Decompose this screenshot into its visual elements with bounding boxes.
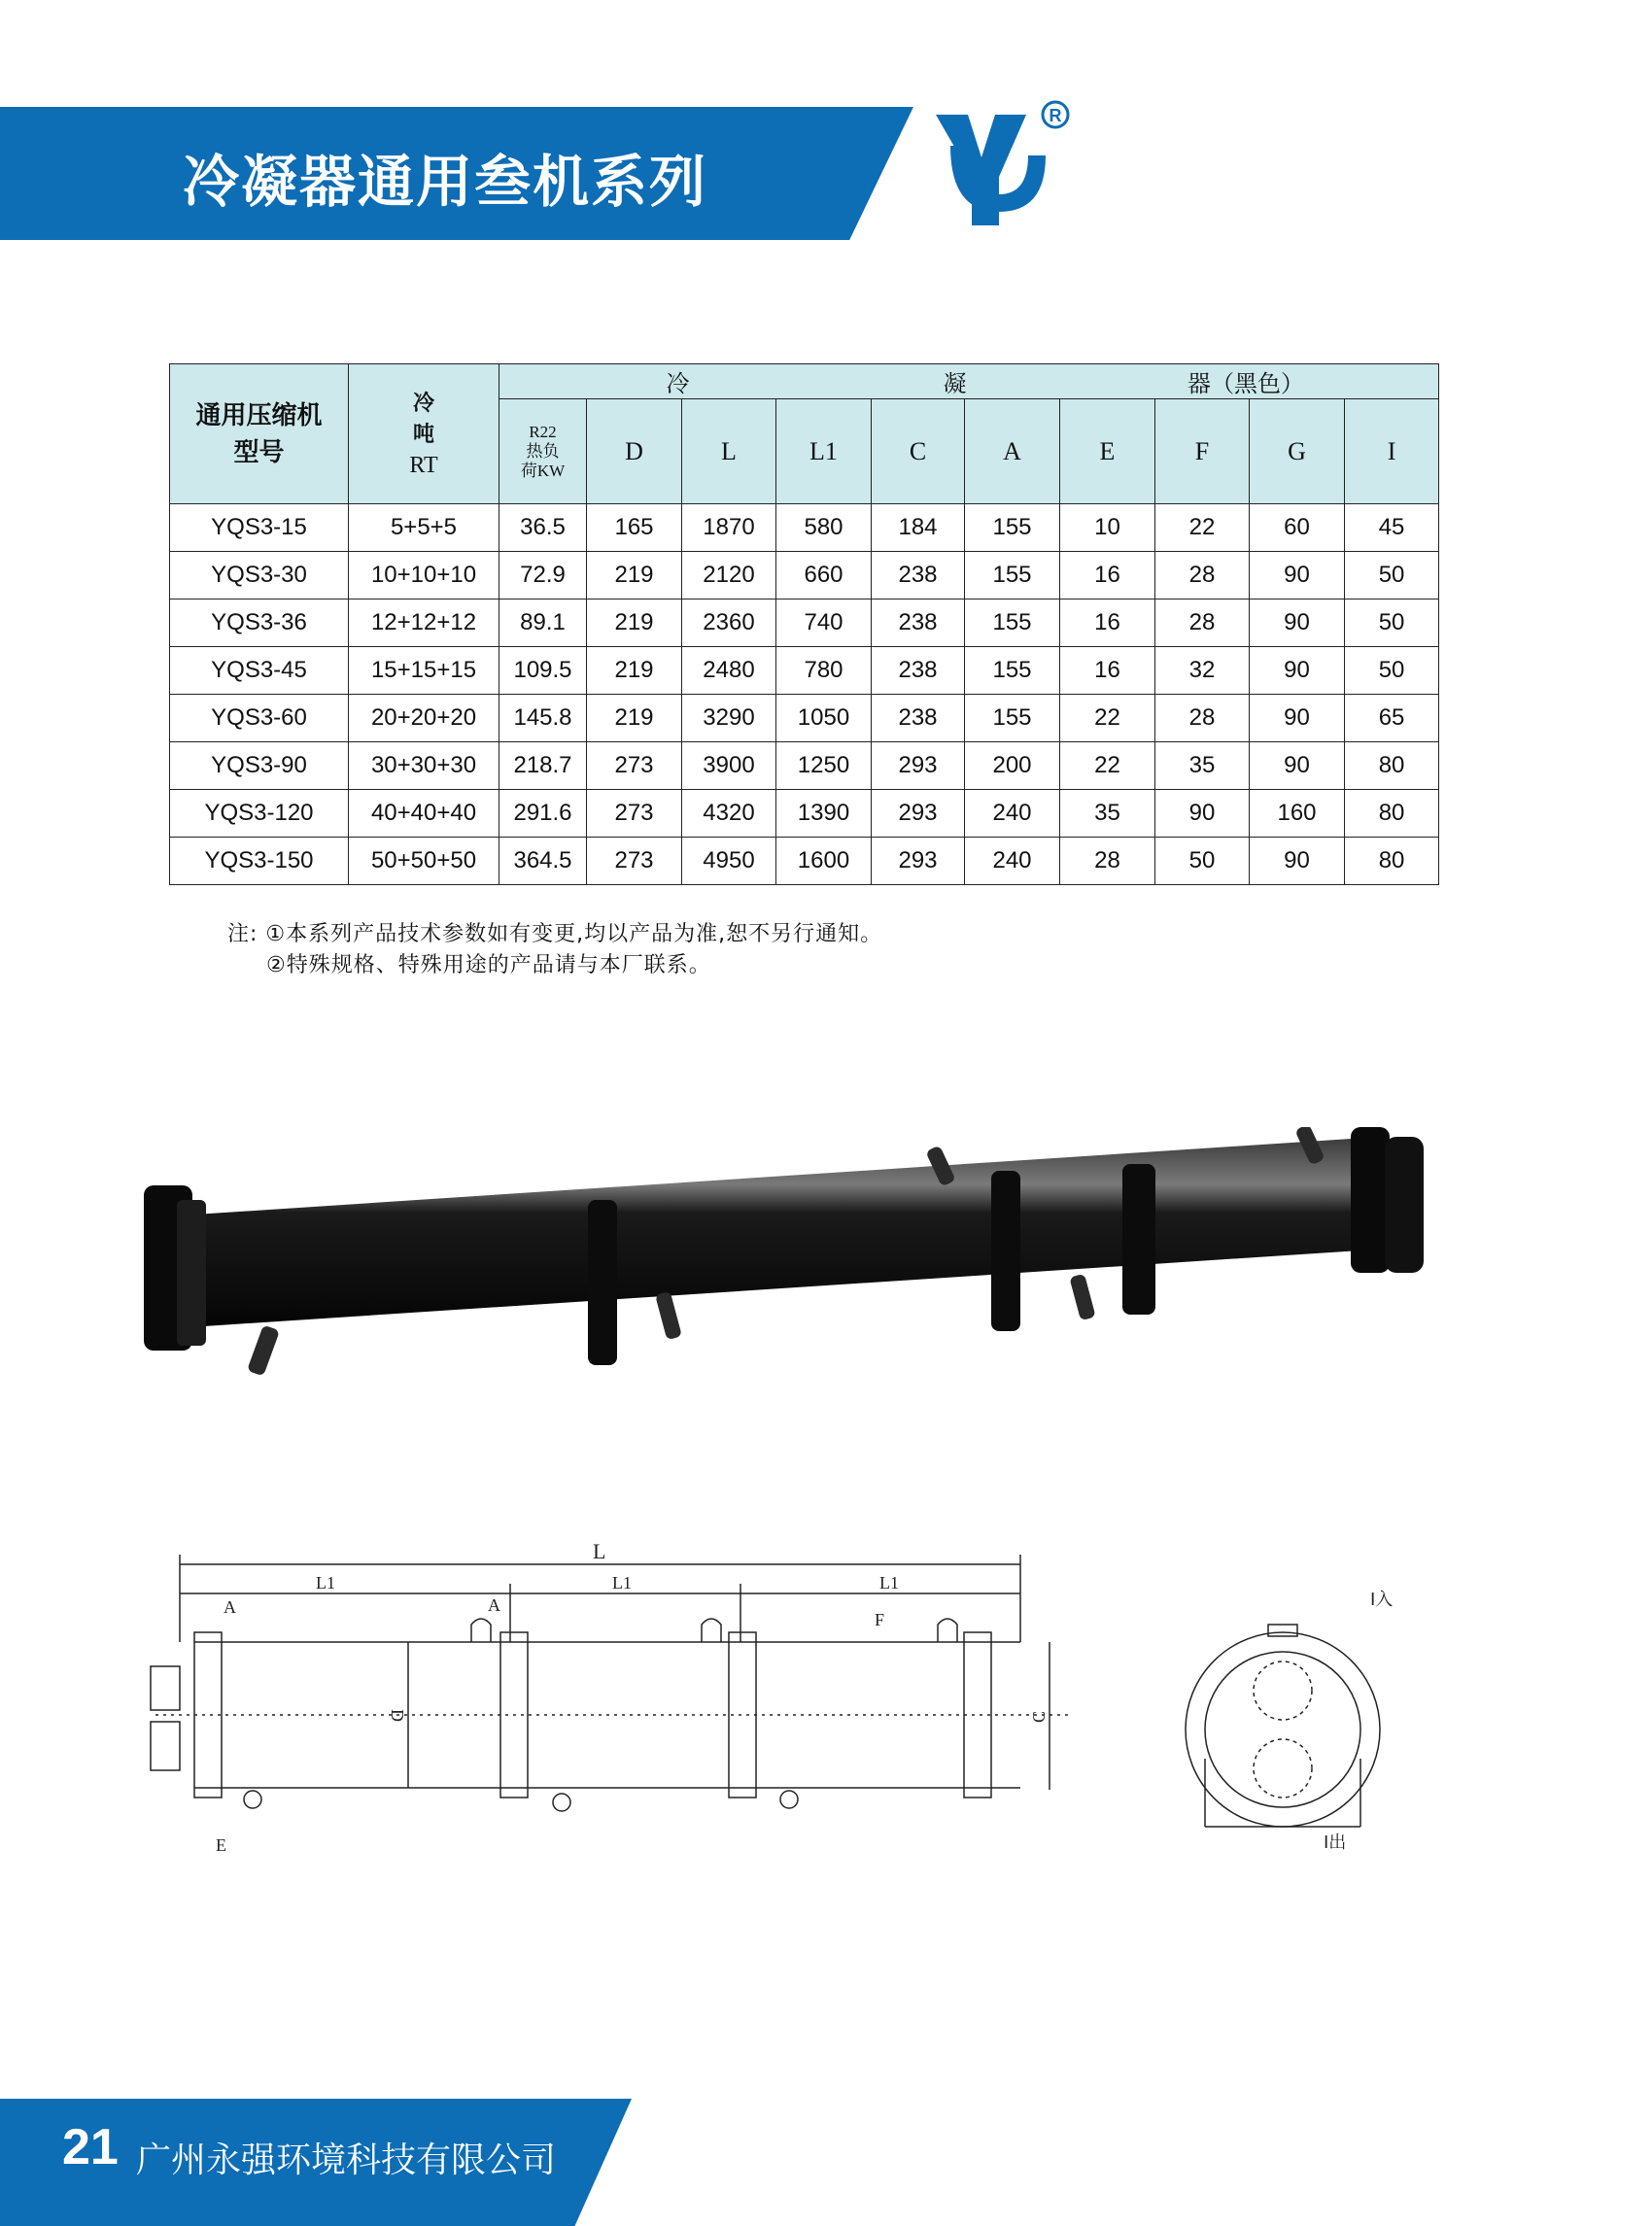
header-dim-A: A bbox=[965, 399, 1060, 504]
table-cell: YQS3-30 bbox=[170, 552, 349, 599]
label-L1-1: L1 bbox=[316, 1573, 335, 1592]
table-cell: 780 bbox=[776, 647, 872, 695]
label-outlet: I出 bbox=[1324, 1832, 1347, 1853]
table-cell: 109.5 bbox=[499, 647, 587, 695]
table-cell: 219 bbox=[587, 695, 682, 742]
table-cell: YQS3-150 bbox=[170, 838, 349, 885]
table-cell: 90 bbox=[1250, 742, 1345, 790]
table-cell: 40+40+40 bbox=[349, 790, 499, 838]
table-cell: YQS3-120 bbox=[170, 790, 349, 838]
table-cell: 45 bbox=[1345, 504, 1439, 552]
header-rt: 冷 吨 RT bbox=[349, 364, 499, 504]
table-cell: 240 bbox=[965, 790, 1060, 838]
table-cell: 16 bbox=[1060, 647, 1155, 695]
table-cell: 60 bbox=[1250, 504, 1345, 552]
svg-text:R: R bbox=[1049, 106, 1062, 125]
table-cell: 1600 bbox=[776, 838, 872, 885]
table-cell: 155 bbox=[965, 695, 1060, 742]
table-cell: YQS3-90 bbox=[170, 742, 349, 790]
table-cell: 16 bbox=[1060, 599, 1155, 647]
dimension-drawing bbox=[136, 1535, 1108, 1885]
brand-logo-icon bbox=[931, 97, 1077, 243]
table-row bbox=[170, 742, 1439, 790]
table-cell: 36.5 bbox=[499, 504, 587, 552]
table-cell: 145.8 bbox=[499, 695, 587, 742]
table-cell: 30+30+30 bbox=[349, 742, 499, 790]
table-cell: 3900 bbox=[682, 742, 776, 790]
table-cell: 90 bbox=[1250, 552, 1345, 599]
table-cell: 218.7 bbox=[499, 742, 587, 790]
table-cell: 50 bbox=[1345, 599, 1439, 647]
table-cell: 238 bbox=[872, 599, 965, 647]
header-dim-L1: L1 bbox=[776, 399, 872, 504]
label-L1-2: L1 bbox=[612, 1573, 632, 1592]
table-cell: 28 bbox=[1155, 695, 1250, 742]
table-cell: 22 bbox=[1060, 695, 1155, 742]
table-cell: 5+5+5 bbox=[349, 504, 499, 552]
table-cell: 50 bbox=[1345, 647, 1439, 695]
table-cell: 4950 bbox=[682, 838, 776, 885]
table-cell: 1050 bbox=[776, 695, 872, 742]
table-row bbox=[170, 838, 1439, 885]
table-cell: 238 bbox=[872, 552, 965, 599]
header-dim-E: E bbox=[1060, 399, 1155, 504]
table-cell: 10 bbox=[1060, 504, 1155, 552]
table-cell: 80 bbox=[1345, 838, 1439, 885]
table-cell: YQS3-15 bbox=[170, 504, 349, 552]
table-cell: 90 bbox=[1250, 838, 1345, 885]
notes bbox=[227, 919, 882, 981]
table-cell: 90 bbox=[1155, 790, 1250, 838]
header-dim-I: I bbox=[1345, 399, 1439, 504]
table-cell: 1250 bbox=[776, 742, 872, 790]
table-cell: 22 bbox=[1155, 504, 1250, 552]
end-view-drawing bbox=[1156, 1584, 1438, 1885]
table-cell: 1870 bbox=[682, 504, 776, 552]
table-cell: 238 bbox=[872, 647, 965, 695]
table-cell: YQS3-60 bbox=[170, 695, 349, 742]
table-cell: 28 bbox=[1060, 838, 1155, 885]
table-cell: 580 bbox=[776, 504, 872, 552]
table-cell: 293 bbox=[872, 838, 965, 885]
header-condenser-group: 冷 凝 器（黑色） bbox=[499, 364, 1439, 399]
label-L: L bbox=[593, 1539, 606, 1563]
table-cell: 2360 bbox=[682, 599, 776, 647]
table-cell: 273 bbox=[587, 742, 682, 790]
table-cell: 80 bbox=[1345, 790, 1439, 838]
header-heat-load: R22 热负 荷KW bbox=[499, 399, 587, 504]
table-cell: 50+50+50 bbox=[349, 838, 499, 885]
header-dim-F: F bbox=[1155, 399, 1250, 504]
table-cell: 72.9 bbox=[499, 552, 587, 599]
table-cell: 2120 bbox=[682, 552, 776, 599]
table-row bbox=[170, 552, 1439, 599]
spec-table bbox=[169, 363, 1439, 885]
table-cell: 50 bbox=[1155, 838, 1250, 885]
condenser-photo bbox=[136, 1127, 1448, 1419]
table-cell: 364.5 bbox=[499, 838, 587, 885]
label-D: D bbox=[388, 1709, 407, 1722]
table-cell: 2480 bbox=[682, 647, 776, 695]
table-cell: 90 bbox=[1250, 695, 1345, 742]
note-2: ②特殊规格、特殊用途的产品请与本厂联系。 bbox=[266, 953, 711, 977]
table-cell: 155 bbox=[965, 647, 1060, 695]
table-row bbox=[170, 504, 1439, 552]
table-cell: 184 bbox=[872, 504, 965, 552]
table-cell: 10+10+10 bbox=[349, 552, 499, 599]
label-F: F bbox=[875, 1610, 885, 1629]
table-cell: 90 bbox=[1250, 647, 1345, 695]
table-cell: 165 bbox=[587, 504, 682, 552]
table-cell: 200 bbox=[965, 742, 1060, 790]
table-cell: 293 bbox=[872, 790, 965, 838]
table-row bbox=[170, 647, 1439, 695]
table-cell: 32 bbox=[1155, 647, 1250, 695]
table-cell: 3290 bbox=[682, 695, 776, 742]
table-cell: 273 bbox=[587, 838, 682, 885]
table-cell: 740 bbox=[776, 599, 872, 647]
label-L1-3: L1 bbox=[879, 1573, 899, 1592]
table-cell: 155 bbox=[965, 504, 1060, 552]
table-cell: 35 bbox=[1060, 790, 1155, 838]
header-dim-L: L bbox=[682, 399, 776, 504]
header-dim-G: G bbox=[1250, 399, 1345, 504]
table-row bbox=[170, 695, 1439, 742]
table-cell: 15+15+15 bbox=[349, 647, 499, 695]
table-cell: 90 bbox=[1250, 599, 1345, 647]
table-cell: 89.1 bbox=[499, 599, 587, 647]
table-cell: 1390 bbox=[776, 790, 872, 838]
page-title: 冷凝器通用叁机系列 bbox=[183, 149, 708, 215]
table-cell: 35 bbox=[1155, 742, 1250, 790]
table-cell: 50 bbox=[1345, 552, 1439, 599]
label-E: E bbox=[216, 1835, 226, 1855]
note-1: 注: ①本系列产品技术参数如有变更,均以产品为准,恕不另行通知。 bbox=[227, 922, 883, 946]
label-A-2: A bbox=[488, 1595, 500, 1615]
table-row bbox=[170, 790, 1439, 838]
table-cell: 293 bbox=[872, 742, 965, 790]
table-cell: 273 bbox=[587, 790, 682, 838]
label-A-1: A bbox=[224, 1597, 236, 1617]
table-cell: 4320 bbox=[682, 790, 776, 838]
header-dim-D: D bbox=[587, 399, 682, 504]
table-cell: 16 bbox=[1060, 552, 1155, 599]
table-cell: 28 bbox=[1155, 552, 1250, 599]
table-cell: 22 bbox=[1060, 742, 1155, 790]
table-cell: 240 bbox=[965, 838, 1060, 885]
table-cell: 219 bbox=[587, 647, 682, 695]
table-cell: 219 bbox=[587, 552, 682, 599]
table-cell: 155 bbox=[965, 599, 1060, 647]
table-cell: 20+20+20 bbox=[349, 695, 499, 742]
table-cell: 80 bbox=[1345, 742, 1439, 790]
company-name: 广州永强环境科技有限公司 bbox=[136, 2140, 557, 2180]
header-dim-C: C bbox=[872, 399, 965, 504]
page-number: 21 bbox=[62, 2119, 119, 2175]
header-model: 通用压缩机 型号 bbox=[170, 364, 349, 504]
table-cell: YQS3-45 bbox=[170, 647, 349, 695]
table-cell: YQS3-36 bbox=[170, 599, 349, 647]
table-cell: 238 bbox=[872, 695, 965, 742]
table-cell: 65 bbox=[1345, 695, 1439, 742]
table-cell: 155 bbox=[965, 552, 1060, 599]
table-cell: 12+12+12 bbox=[349, 599, 499, 647]
label-inlet: I入 bbox=[1370, 1590, 1394, 1610]
table-cell: 660 bbox=[776, 552, 872, 599]
table-row bbox=[170, 599, 1439, 647]
label-C: C bbox=[1029, 1710, 1049, 1723]
table-cell: 219 bbox=[587, 599, 682, 647]
table-cell: 291.6 bbox=[499, 790, 587, 838]
table-cell: 160 bbox=[1250, 790, 1345, 838]
table-cell: 28 bbox=[1155, 599, 1250, 647]
